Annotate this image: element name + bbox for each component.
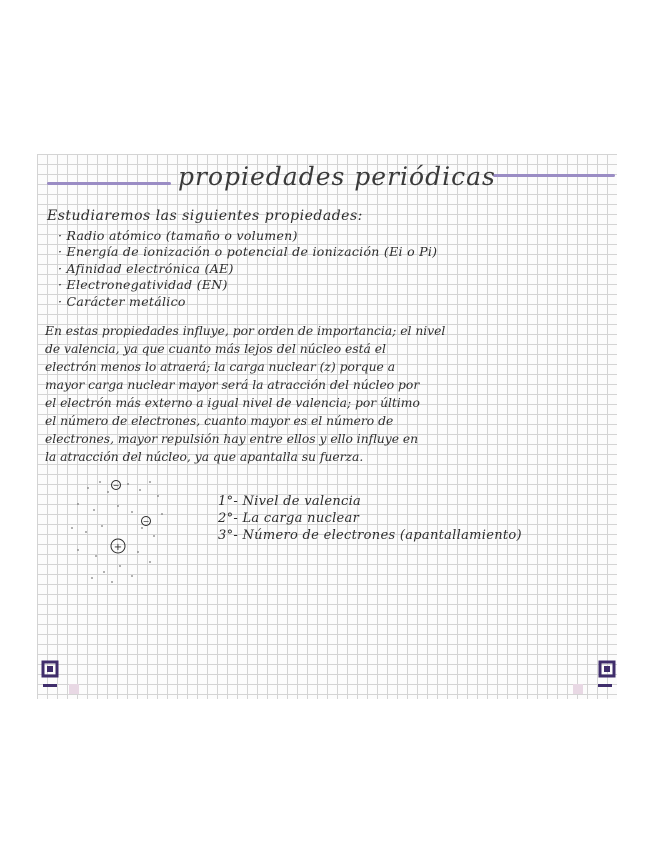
property-item: · Afinidad electrónica (AE) [58, 261, 234, 276]
atom-sketch [58, 470, 188, 590]
intro-text: Estudiaremos las siguientes propiedades: [47, 208, 363, 224]
electron-cloud-dots [71, 481, 163, 583]
nucleus-symbol: + [113, 542, 123, 553]
explanation-paragraph [45, 322, 615, 466]
paragraph-line: el número de electrones, cuanto mayor es el número de [45, 414, 394, 428]
electron-symbol: − [112, 481, 120, 490]
factor-item: 2°- La carga nuclear [218, 511, 360, 526]
paragraph-line: electrones, mayor repulsión hay entre ellos y ello influye en [45, 432, 419, 446]
paragraph-line: mayor carga nuclear mayor será la atracción del núcleo por [45, 378, 420, 392]
electron-symbol: − [142, 517, 150, 526]
paragraph-line: el electrón más externo a igual nivel de valencia; por último [45, 396, 420, 410]
title-underline-right [493, 174, 615, 177]
property-item: · Electronegatividad (EN) [58, 277, 228, 292]
paragraph-line: En estas propiedades influye, por orden de importancia; el nivel [45, 324, 446, 338]
title-underline-left [47, 182, 171, 185]
corner-dash [43, 684, 57, 687]
factor-list [218, 493, 522, 544]
paragraph-line: la atracción del núcleo, ya que apantalla su fuerza. [45, 450, 364, 464]
corner-bracket-icon [598, 660, 616, 678]
page-title: propiedades periódicas [178, 162, 496, 191]
paragraph-line: de valencia, ya que cuanto más lejos del núcleo está el [45, 342, 386, 356]
factor-item: 1°- Nivel de valencia [218, 494, 362, 509]
corner-bracket-icon [41, 660, 59, 678]
property-item: · Carácter metálico [58, 294, 186, 309]
property-item: · Radio atómico (tamaño o volumen) [58, 228, 298, 243]
corner-dash [598, 684, 612, 687]
paragraph-line: electrón menos lo atraerá; la carga nuclear (z) porque a [45, 360, 396, 374]
property-item: · Energía de ionización o potencial de ionización (Ei o Pi) [58, 244, 438, 259]
factor-item: 3°- Número de electrones (apantallamiento) [218, 528, 522, 543]
page-tab-left [69, 684, 79, 694]
page-tab-right [573, 684, 583, 694]
